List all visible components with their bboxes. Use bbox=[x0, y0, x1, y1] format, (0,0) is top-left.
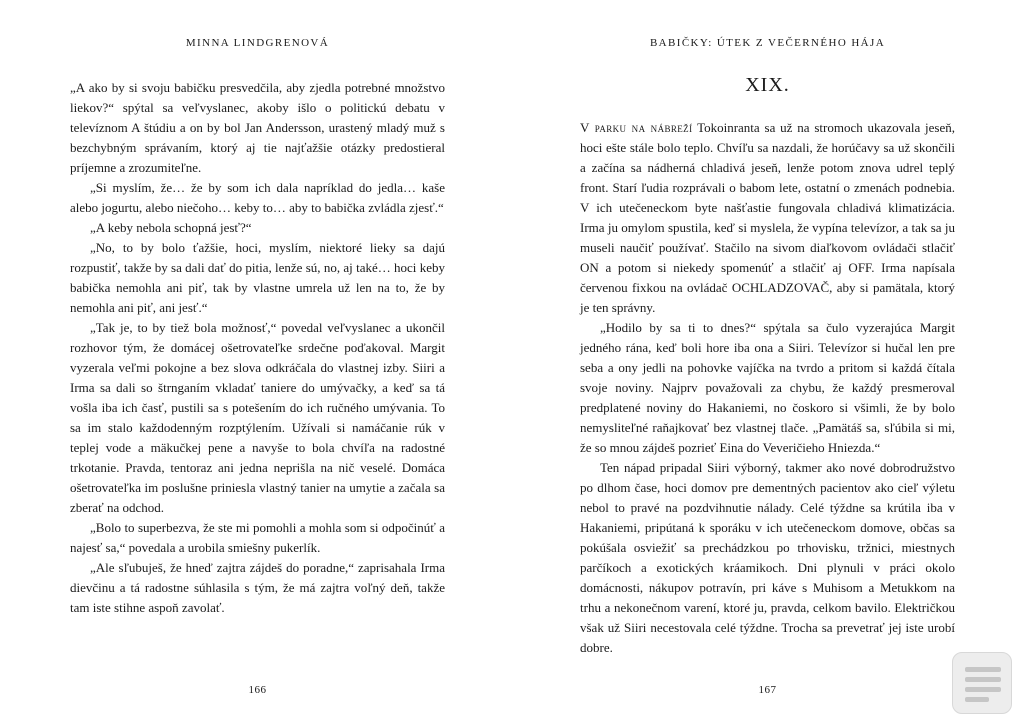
paragraph: „Si myslím, že… že by som ich dala napríklad do jedla… kaše alebo jogurtu, alebo niečoho… keby to… aby to babička zvládla zjesť.“ bbox=[70, 180, 445, 215]
page-number-right: 167 bbox=[758, 684, 777, 696]
left-page-body bbox=[70, 78, 445, 618]
page-number-left: 166 bbox=[248, 684, 267, 696]
paragraph: „A ako by si svoju babičku presvedčila, aby zjedla potrebné množstvo liekov?“ spýtal sa veľvyslanec, akoby išlo o politickú debatu v televíznom A štúdiu a on by bol Jan Andersson, urastený mladý muž s bezchybným správaním, ktorý aj tie najťažšie otázky predostieral príjemne a zrozumiteľne. bbox=[70, 80, 445, 175]
paragraph: „A keby nebola schopná jesť?“ bbox=[90, 220, 252, 235]
right-page bbox=[580, 0, 955, 724]
chapter-title: XIX. bbox=[745, 74, 790, 96]
running-head-right: BABIČKY: ÚTEK Z VEČERNÉHO HÁJA bbox=[649, 37, 886, 49]
paragraph: „No, to by bolo ťažšie, hoci, myslím, niektoré lieky sa dajú rozpustiť, takže by sa dali dať do pitia, lenže sú, no, aj také… hoci keby babička nemohla ani piť, tak by vlastne umrela už len na to, že by nemohla ani piť, ani jesť.“ bbox=[70, 240, 445, 315]
paragraph: „Tak je, to by tiež bola možnosť,“ povedal veľvyslanec a ukončil rozhovor tým, že domácej ošetrovateľke srdečne poďakoval. Margit vyzerala veľmi pokojne a bez slova odkráčala do vlastnej izby. Siiri a Irma sa dali so štrnganím vkladať taniere do umývačky, a keď sa tá vošla iba ich časť, pustili sa s potešením do ich ručného umývania. To sa im stalo každodenným rozptýlením. Užívali si namáčanie rúk v teplej vode a mäkučkej pene a navyše to bola chvíľa na radostné trkotanie. Pravda, tentoraz ani jedna neprišla na nič veselé. Domáca ošetrovateľka im poslušne priniesla vlastný tanier na umytie a začala sa zberať na odchod. bbox=[70, 320, 445, 515]
right-page-body bbox=[580, 118, 955, 658]
left-page bbox=[70, 0, 445, 724]
opening-small-caps: V parku na nábreží bbox=[580, 120, 693, 135]
running-head-left: MINNA LINDGRENOVÁ bbox=[185, 37, 330, 49]
paragraph: „Bolo to superbezva, že ste mi pomohli a mohla som si odpočinúť a najesť sa,“ povedala a urobila smiešny pukerlík. bbox=[70, 520, 445, 555]
opening-text: Tokoinranta sa už na stromoch ukazovala jeseň, hoci ešte stále bolo teplo. Chvíľu sa nazdali, že horúčavy sa už skončili a začína sa nádherná chladivá jeseň, lenže potom znova udrel teplý front. Starí ľudia rozprávali o babom lete, ostatní o zmenách podnebia. V ich utečeneckom byte našťastie fungovala chladivá klimatizácia. Irma ju omylom spustila, keď si myslela, že vypína televízor, a tak sa ju museli naučiť používať. Stačilo na sivom diaľkovom ovládači stlačiť ON a potom si niekedy spomenúť a stlačiť aj OFF. Irma napísala červenou fixkou na ovládač OCHLADZOVAČ, aby si pamätala, ktorý je ten správny. bbox=[580, 120, 955, 315]
document-lines-icon[interactable] bbox=[952, 652, 1012, 714]
paragraph: „Ale sľubuješ, že hneď zajtra zájdeš do poradne,“ zaprisahala Irma dievčinu a tá radostne súhlasila s tým, že má zajtra voľný deň, takže tam iste stihne aspoň zavolať. bbox=[70, 560, 445, 615]
paragraph: „Hodilo by sa ti to dnes?“ spýtala sa čulo vyzerajúca Margit jedného rána, keď boli hore iba ona a Siiri. Televízor si hučal len pre seba a ony jedli na pohovke vajíčka na tvrdo a pritom si každá čítala svoje noviny. Najprv považovali za chybu, že každý presmeroval predplatené noviny do Hakaniemi, no čoskoro si všimli, že by bolo nemysliteľné raňajkovať bez vlastnej tlače. „Pamätáš sa, sľúbila si mi, že so mnou zájdeš pozrieť Eina do Veveričieho Hniezda.“ bbox=[580, 320, 955, 455]
opening-paragraph bbox=[580, 118, 955, 318]
paragraph: Ten nápad pripadal Siiri výborný, takmer ako nové dobrodružstvo po dlhom čase, hoci domov pre dementných pacientov ako cieľ výletu nebol to pravé na pozdvihnutie nálady. Celé týždne sa krútila iba v Hakaniemi, pripútaná k sporáku v ich utečeneckom domove, občas sa pokúšala osviežiť sa prechádzkou po trhovisku, tržnici, miestnych parčíkoch a exotických kráamikoch. Dni plynuli v práci okolo domácnosti, nákupov potravín, pri káve s Muhisom a Metukkom na trhu a nekonečnom varení, ktoré ju, pravda, celkom bavilo. Električkou však už Siiri necestovala celé týždne. Trocha sa prevetrať jej iste urobí dobre. bbox=[580, 460, 955, 655]
